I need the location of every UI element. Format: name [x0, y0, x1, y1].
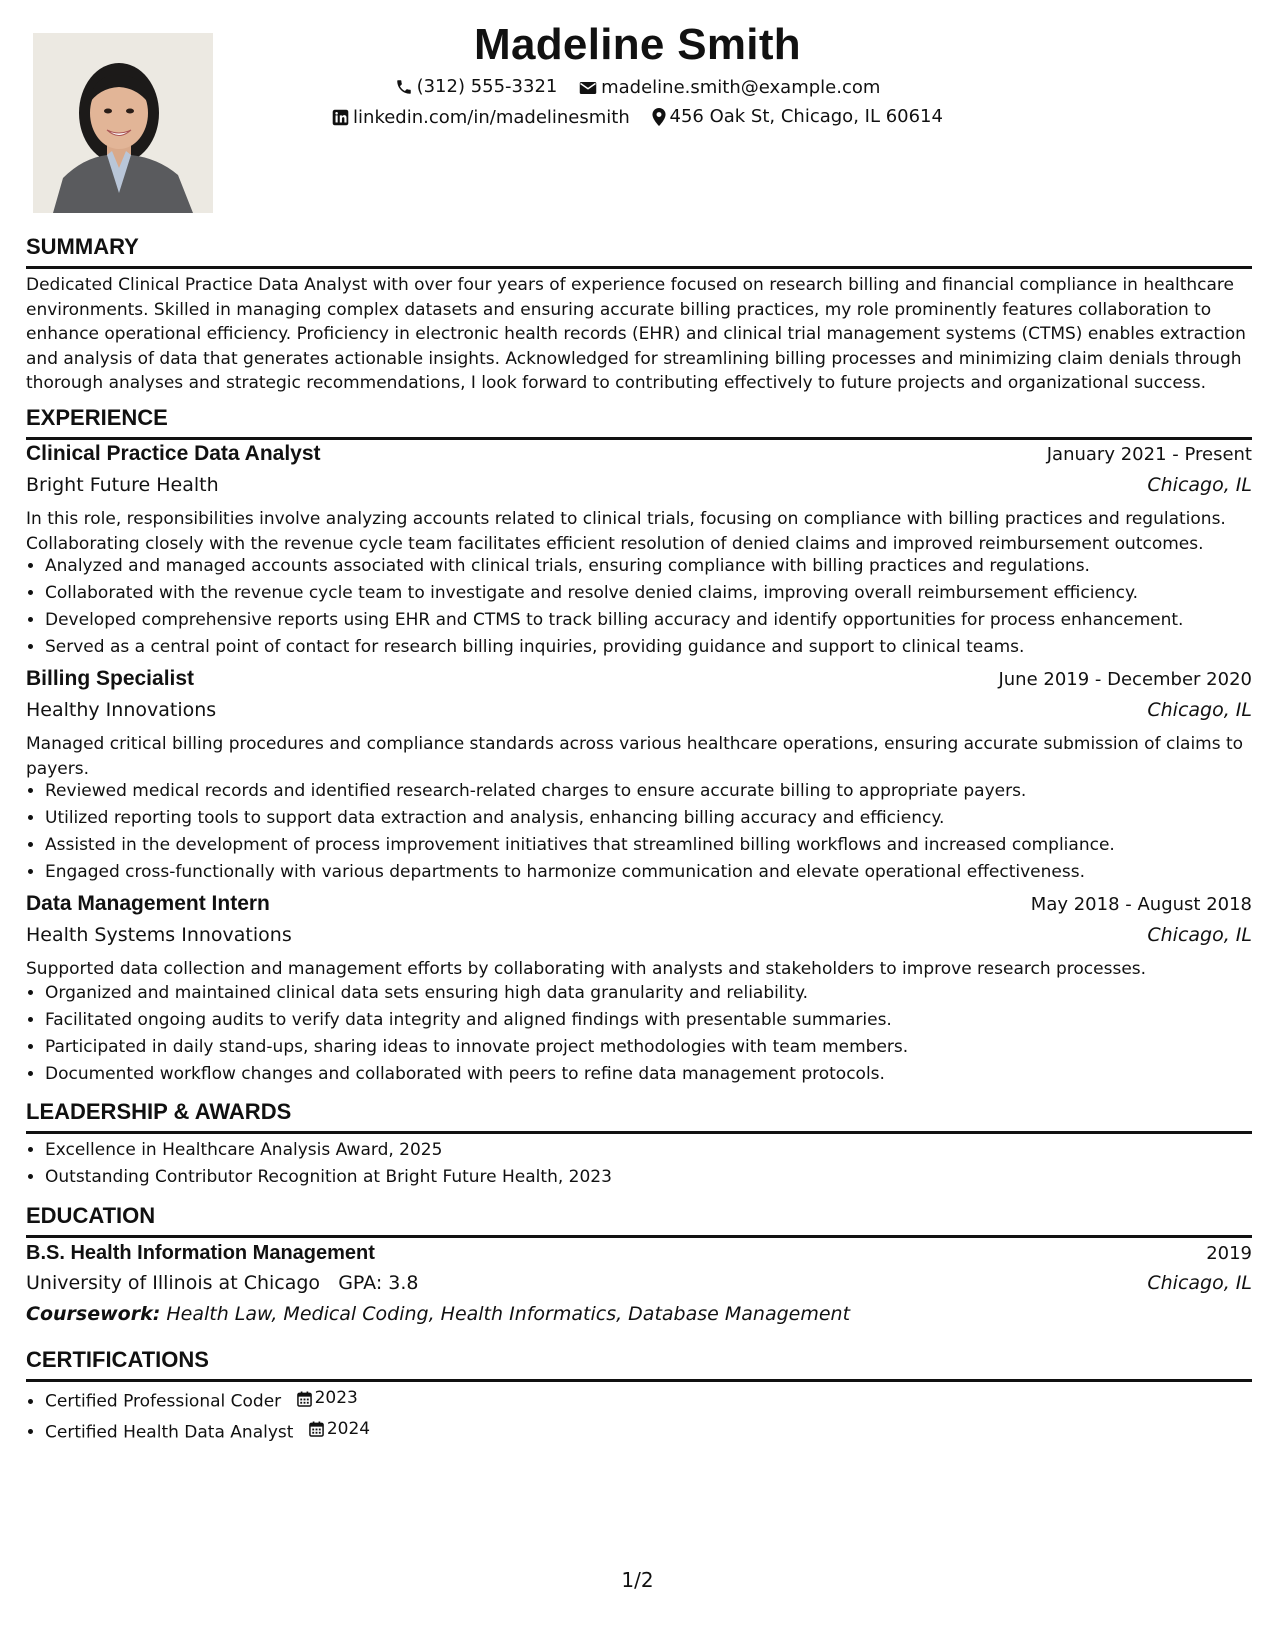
list-item: • Reviewed medical records and identified research-related charges to ensure accurate billing to appropriate payers.: [45, 778, 1271, 805]
job-company-row: [26, 474, 1252, 496]
phone-text: (312) 555-3321: [416, 76, 558, 97]
coursework-label: Coursework:: [26, 1303, 161, 1325]
linkedin-item[interactable]: [332, 107, 630, 128]
calendar-icon: [297, 1391, 312, 1407]
school-name: University of Illinois at Chicago: [26, 1272, 321, 1294]
job-title: Billing Specialist: [26, 667, 195, 690]
contact-line-1: [0, 76, 1275, 101]
school-info: [26, 1272, 418, 1294]
job-company: Bright Future Health: [26, 474, 219, 496]
coursework-list: Health Law, Medical Coding, Health Informatics, Database Management: [166, 1303, 851, 1325]
linkedin-icon: [332, 109, 349, 126]
job-location: Chicago, IL: [1147, 924, 1252, 946]
job-header: [26, 892, 1252, 916]
summary-heading: SUMMARY: [26, 234, 1252, 269]
email-item[interactable]: [579, 77, 880, 98]
job-bullets: [26, 980, 1271, 1088]
graduation-year: 2019: [1206, 1243, 1252, 1264]
page-number: 1/2: [621, 1568, 654, 1592]
job-location: Chicago, IL: [1147, 699, 1252, 721]
school-location: Chicago, IL: [1147, 1272, 1252, 1294]
list-item: • Organized and maintained clinical data sets ensuring high data granularity and reliability.: [45, 980, 1271, 1007]
list-item: • Participated in daily stand-ups, sharing ideas to innovate project methodologies with team members.: [45, 1034, 1271, 1061]
list-item: • Analyzed and managed accounts associated with clinical trials, ensuring compliance with billing practices and regulations.: [45, 553, 1271, 580]
calendar-icon: [309, 1421, 324, 1437]
job-description: In this role, responsibilities involve analyzing accounts related to clinical trials, focusing on compliance with billing practices and regulations. Collaborating closely with the revenue cycle team facilitates efficient resolution of denied claims and improved reimbursement outcomes.: [26, 509, 1226, 554]
email-text: madeline.smith@example.com: [601, 77, 881, 98]
leadership-heading: LEADERSHIP & AWARDS: [26, 1099, 1252, 1134]
list-item: • Engaged cross-functionally with various departments to harmonize communication and elevate operational effectiveness.: [45, 859, 1271, 886]
certification-name: Certified Professional Coder: [45, 1391, 282, 1412]
certification-year: 2023: [314, 1388, 358, 1408]
job-dates: January 2021 - Present: [1046, 444, 1252, 465]
job-company: Healthy Innovations: [26, 699, 217, 721]
job-dates: May 2018 - August 2018: [1030, 894, 1252, 915]
job-bullets: [26, 553, 1271, 661]
job-header: [26, 667, 1252, 691]
school-row: [26, 1272, 1252, 1294]
email-icon: [579, 80, 597, 96]
certifications-list: [26, 1385, 1271, 1446]
list-item: • Utilized reporting tools to support data extraction and analysis, enhancing billing accuracy and efficiency.: [45, 805, 1271, 832]
job-title: Data Management Intern: [26, 892, 270, 915]
address-item: [652, 106, 943, 127]
candidate-name: Madeline Smith: [474, 20, 801, 69]
job-company-row: [26, 699, 1252, 721]
job-description: Managed critical billing procedures and compliance standards across various healthcare operations, ensuring accurate submission of claims to payers.: [26, 734, 1244, 779]
job-description: Supported data collection and management efforts by collaborating with analysts and stakeholders to improve research processes.: [26, 959, 1147, 979]
list-item: • Outstanding Contributor Recognition at Bright Future Health, 2023: [45, 1164, 1271, 1191]
job-dates: June 2019 - December 2020: [998, 669, 1252, 690]
degree-title: B.S. Health Information Management: [26, 1242, 375, 1264]
job-location: Chicago, IL: [1147, 474, 1252, 496]
contact-line-2: [0, 106, 1275, 131]
list-item: • Facilitated ongoing audits to verify data integrity and aligned findings with presentable summaries.: [45, 1007, 1271, 1034]
job-header: [26, 442, 1252, 466]
job-bullets: [26, 778, 1271, 886]
phone-item[interactable]: [395, 76, 558, 97]
certification-year: 2024: [326, 1418, 371, 1439]
list-item: • Collaborated with the revenue cycle team to investigate and resolve denied claims, improving overall reimbursement efficiency.: [45, 580, 1271, 607]
list-item: • Assisted in the development of process improvement initiatives that streamlined billing workflows and increased compliance.: [45, 832, 1271, 859]
location-pin-icon: [652, 108, 666, 126]
job-company-row: [26, 924, 1252, 946]
list-item: [45, 1416, 1271, 1447]
job-company: Health Systems Innovations: [26, 924, 292, 946]
address-text: 456 Oak St, Chicago, IL 60614: [669, 106, 943, 127]
list-item: • Excellence in Healthcare Analysis Award, 2025: [45, 1137, 1271, 1164]
gpa: GPA: 3.8: [338, 1272, 419, 1294]
summary-text: Dedicated Clinical Practice Data Analyst with over four years of experience focused on research billing and financial compliance in healthcare environments. Skilled in managing complex datasets and ensuring accurate billing practices, my role prominently features collaboration to enhance operational efficiency. Proficiency in electronic health records (EHR) and clinical trial management systems (CTMS) enables extraction and analysis of data that generates actionable insights. Acknowledged for streamlining billing processes and minimizing claim denials through thorough analyses and strategic recommendations, I look forward to contributing effectively to future projects and organizational success.: [26, 275, 1246, 393]
list-item: • Documented workflow changes and collaborated with peers to refine data management protocols.: [45, 1061, 1271, 1088]
degree-row: [26, 1242, 1252, 1265]
certification-date: [309, 1416, 370, 1443]
job-title: Clinical Practice Data Analyst: [26, 442, 321, 465]
certification-name: Certified Health Data Analyst: [45, 1422, 294, 1442]
certifications-heading: CERTIFICATIONS: [26, 1347, 1252, 1382]
leadership-list: [26, 1137, 1271, 1191]
certification-date: [297, 1385, 358, 1412]
list-item: • Served as a central point of contact for research billing inquiries, providing guidance and support to clinical teams.: [45, 634, 1271, 661]
list-item: • Developed comprehensive reports using EHR and CTMS to track billing accuracy and identify opportunities for process enhancement.: [45, 607, 1271, 634]
phone-icon: [395, 78, 413, 96]
coursework: [26, 1303, 1252, 1325]
experience-heading: EXPERIENCE: [26, 405, 1252, 440]
list-item: [45, 1385, 1271, 1416]
linkedin-text: linkedin.com/in/madelinesmith: [353, 106, 630, 128]
education-heading: EDUCATION: [26, 1203, 1252, 1238]
